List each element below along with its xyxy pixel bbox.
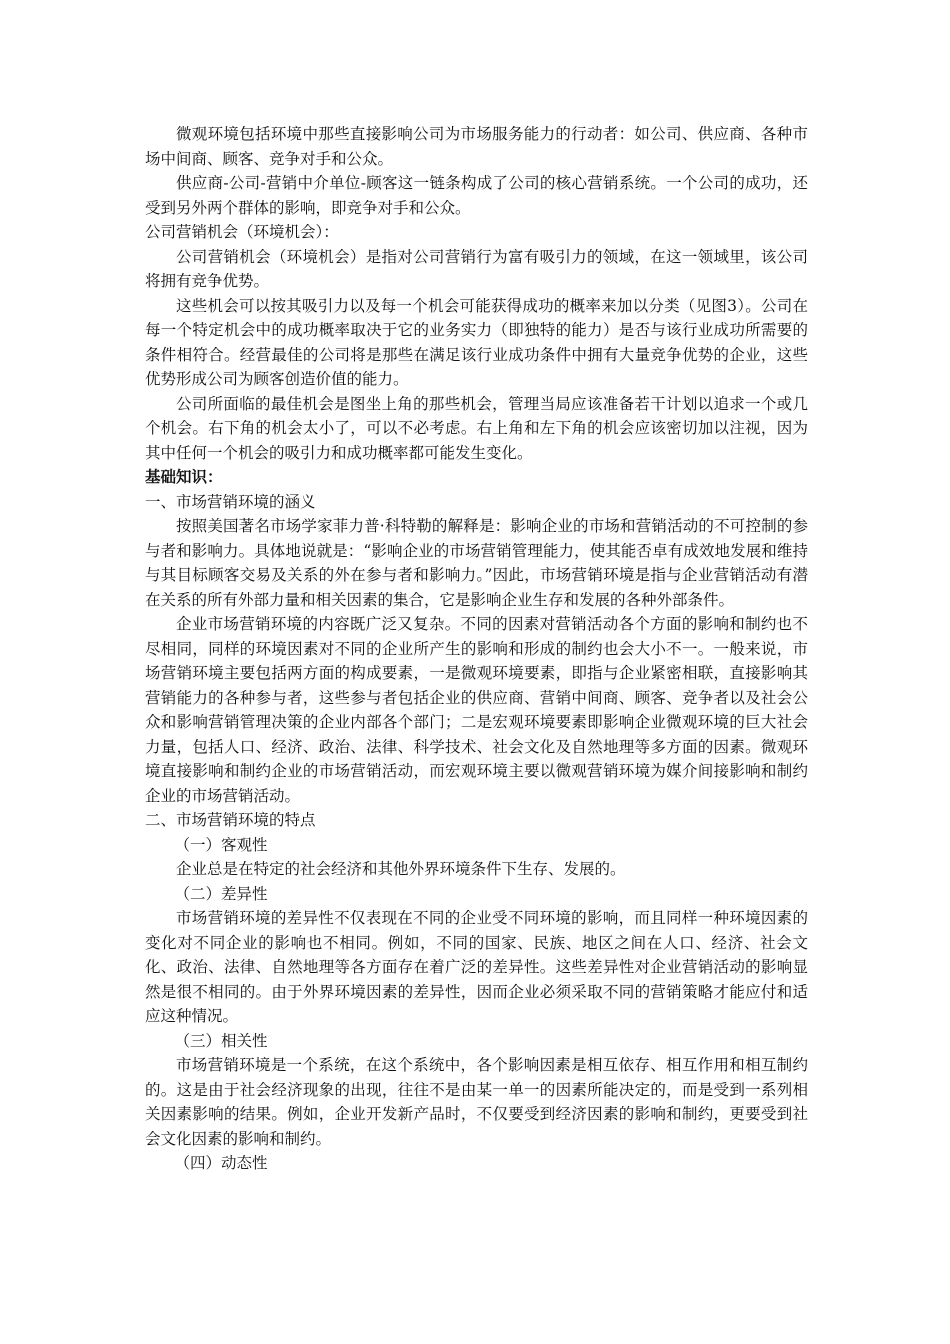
heading-marketing-opportunity: 公司营销机会（环境机会）： xyxy=(145,223,339,241)
document-page xyxy=(145,122,808,1176)
paragraph-correlation: 市场营销环境是一个系统，在这个系统中，各个影响因素是相互依存、相互作用和相互制约的。这是由于社会经济现象的出现，往往不是由某一单一的因素所能决定的，而是受到一系列相关因素影响的结果。例如，企业开发新产品时，不仅要受到经济因素的影响和制约，更要受到社会文化因素的影响和制约。 xyxy=(145,1056,808,1148)
paragraph-core-marketing-system: 供应商-公司-营销中介单位-顾客这一链条构成了公司的核心营销系统。一个公司的成功，还受到另外两个群体的影响，即竞争对手和公众。 xyxy=(145,174,808,217)
paragraph-objectivity: 企业总是在特定的社会经济和其他外界环境条件下生存、发展的。 xyxy=(176,860,626,878)
subheading-objectivity: （一）客观性 xyxy=(174,835,268,854)
subheading-difference: （二）差异性 xyxy=(174,884,268,903)
heading-characteristics: 二、市场营销环境的特点 xyxy=(145,811,316,829)
paragraph-best-opportunity: 公司所面临的最佳机会是图坐上角的那些机会，管理当局应该准备若干计划以追求一个或几个机会。右下角的机会太小了，可以不必考虑。右上角和左下角的机会应该密切加以注视，因为其中任何一个机会的吸引力和成功概率都可能发生变化。 xyxy=(145,394,808,462)
paragraph-environment-content: 企业市场营销环境的内容既广泛又复杂。不同的因素对营销活动各个方面的影响和制约也不尽相同，同样的环境因素对不同的企业所产生的影响和形成的制约也会大小不一。一般来说，市场营销环境主要包括两方面的构成要素，一是微观环境要素，即指与企业紧密相联，直接影响其营销能力的各种参与者，这些参与者包括企业的供应商、营销中间商、顾客、竞争者以及社会公众和影响营销管理决策的企业内部各个部门；二是宏观环境要素即影响企业微观环境的巨大社会力量，包括人口、经济、政治、法律、科学技术、社会文化及自然地理等多方面的因素。微观环境直接影响和制约企业的市场营销活动，而宏观环境主要以微观营销环境为媒介间接影响和制约企业的市场营销活动。 xyxy=(145,615,808,805)
subheading-dynamics: （四）动态性 xyxy=(174,1154,268,1172)
heading-definition: 一、市场营销环境的涵义 xyxy=(145,492,316,511)
paragraph-opportunity-definition: 公司营销机会（环境机会）是指对公司营销行为富有吸引力的领域，在这一领域里，该公司将拥有竞争优势。 xyxy=(145,247,808,290)
section-title-basics: 基础知识： xyxy=(145,468,223,486)
paragraph-opportunity-classification: 这些机会可以按其吸引力以及每一个机会可能获得成功的概率来加以分类（见图3）。公司在每一个特定机会中的成功概率取决于它的业务实力（即独特的能力）是否与该行业成功所需要的条件相符合。经营最佳的公司将是那些在满足该行业成功条件中拥有大量竞争优势的企业，这些优势形成公司为顾客创造价值的能力。 xyxy=(145,296,808,388)
paragraph-kotler-definition: 按照美国著名市场学家菲力普·科特勒的解释是：影响企业的市场和营销活动的不可控制的参与者和影响力。具体地说就是：“影响企业的市场营销管理能力，使其能否卓有成效地发展和维持与其目标顾客交易及关系的外在参与者和影响力。”因此，市场营销环境是指与企业营销活动有潜在关系的所有外部力量和相关因素的集合，它是影响企业生存和发展的各种外部条件。 xyxy=(145,517,808,609)
paragraph-difference: 市场营销环境的差异性不仅表现在不同的企业受不同环境的影响，而且同样一种环境因素的变化对不同企业的影响也不相同。例如，不同的国家、民族、地区之间在人口、经济、社会文化、政治、法律、自然地理等各方面存在着广泛的差异性。这些差异性对企业营销活动的影响显然是很不相同的。由于外界环境因素的差异性，因而企业必须采取不同的营销策略才能应付和适应这种情况。 xyxy=(145,909,808,1025)
subheading-correlation: （三）相关性 xyxy=(174,1031,268,1050)
paragraph-micro-environment: 微观环境包括环境中那些直接影响公司为市场服务能力的行动者：如公司、供应商、各种市场中间商、顾客、竞争对手和公众。 xyxy=(145,125,808,168)
